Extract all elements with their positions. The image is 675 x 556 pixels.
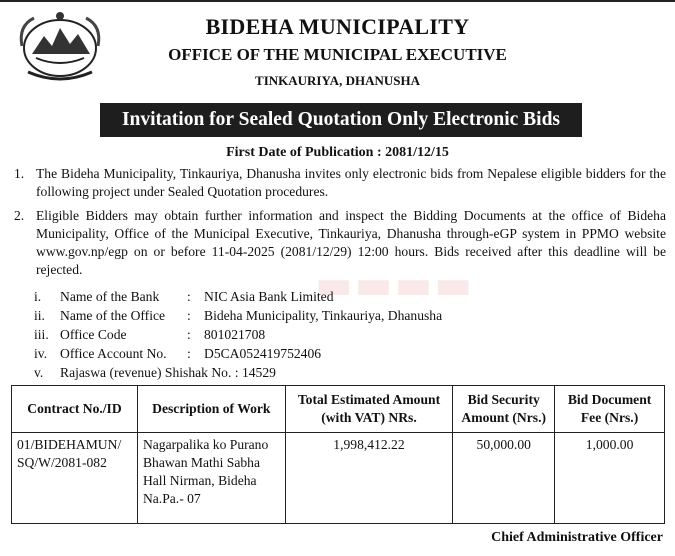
table-row — [12, 433, 665, 524]
list-numeral: v. — [34, 365, 44, 380]
paragraph-number: 1. — [14, 166, 25, 181]
top-rule — [0, 0, 675, 2]
list-numeral: iii. — [34, 327, 49, 342]
cell-security: 50,000.00 — [453, 433, 555, 524]
detail-value: 801021708 — [204, 327, 266, 342]
detail-label: Name of the Bank — [60, 289, 160, 304]
detail-colon: : — [187, 289, 191, 304]
municipality-name: BIDEHA MUNICIPALITY — [205, 14, 470, 39]
header-contract: Contract No./ID — [12, 386, 138, 433]
office-location: TINKAURIYA, DHANUSHA — [255, 73, 420, 88]
detail-label: Office Code — [60, 327, 127, 342]
cell-contract: 01/BIDEHAMUN/ SQ/W/2081-082 — [12, 433, 138, 524]
notice-title: Invitation for Sealed Quotation Only Electronic Bids — [121, 109, 561, 130]
list-numeral: ii. — [34, 308, 45, 323]
list-numeral: iv. — [34, 346, 48, 361]
detail-colon: : — [187, 346, 191, 361]
paragraph-number: 2. — [14, 208, 25, 223]
paragraph-1 — [14, 165, 666, 201]
notice-title-banner — [100, 103, 582, 137]
bid-details-table — [11, 385, 665, 524]
detail-label: Office Account No. — [60, 346, 167, 361]
table-header-row — [12, 386, 665, 433]
header-estimate: Total Estimated Amount (with VAT) NRs. — [285, 386, 453, 433]
detail-colon: : — [187, 327, 191, 342]
cell-estimate: 1,998,412.22 — [285, 433, 453, 524]
detail-value: NIC Asia Bank Limited — [204, 289, 334, 304]
revenue-code: Rajaswa (revenue) Shishak No. : 14529 — [60, 365, 276, 380]
detail-value: D5CA052419752406 — [204, 346, 322, 361]
paragraph-2 — [14, 207, 666, 279]
detail-colon: : — [187, 308, 191, 323]
paragraph-text: Eligible Bidders may obtain further information and inspect the Bidding Documents at the office of Bideha Municipality, Office of the Municipal Executive, Tinkauriya, Dhanusha through-eGP system in PPMO website www.gov.np/egp on or before 11-04-2025 (2081/12/29) 12:00 hours. Bids received after this deadline will be rejected. — [36, 208, 666, 277]
publication-date: First Date of Publication : 2081/12/15 — [226, 145, 449, 160]
detail-value: Bideha Municipality, Tinkauriya, Dhanusha — [204, 308, 443, 323]
list-numeral: i. — [34, 289, 42, 304]
signatory-title: Chief Administrative Officer — [491, 530, 663, 545]
detail-label: Name of the Office — [60, 308, 166, 323]
paragraph-text: The Bideha Municipality, Tinkauriya, Dhanusha invites only electronic bids from Nepalese eligible bidders for the following project under Sealed Quotation procedures. — [36, 166, 666, 199]
header-description: Description of Work — [137, 386, 285, 433]
watermark: ▬▬▬▬ — [315, 262, 475, 308]
header-fee: Bid Document Fee (Nrs.) — [555, 386, 665, 433]
office-name: OFFICE OF THE MUNICIPAL EXECUTIVE — [168, 45, 507, 64]
header-security: Bid Security Amount (Nrs.) — [453, 386, 555, 433]
cell-fee: 1,000.00 — [555, 433, 665, 524]
cell-description: Nagarpalika ko Purano Bhawan Mathi Sabha Hall Nirman, Bideha Na.Pa.- 07 — [137, 433, 285, 524]
